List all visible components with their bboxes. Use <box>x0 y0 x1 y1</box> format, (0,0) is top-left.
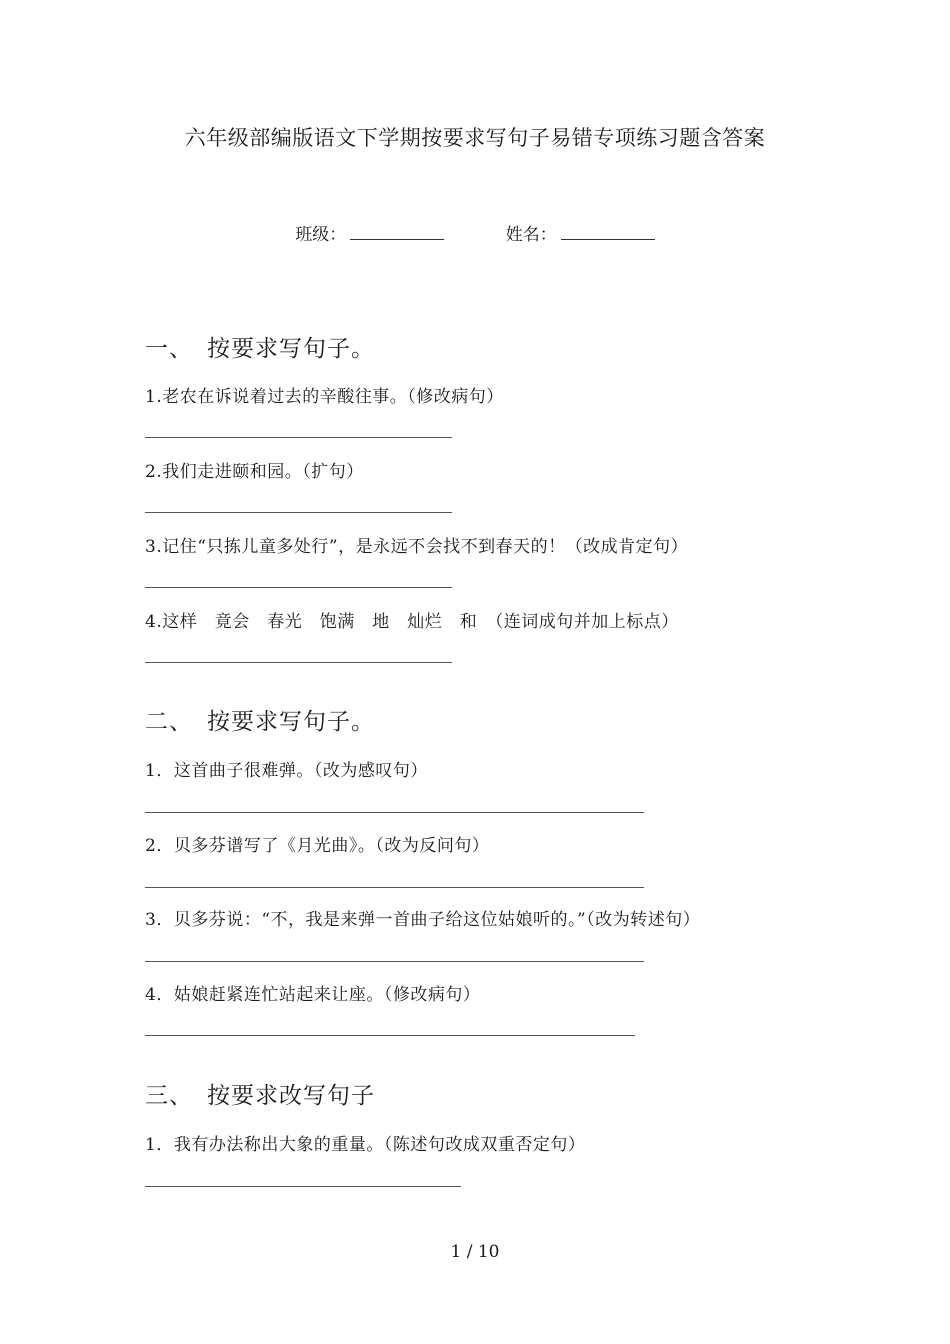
question-2-3: 3．贝多芬说：“不，我是来弹一首曲子给这位姑娘听的。”（改为转述句） <box>145 910 701 930</box>
class-field <box>295 220 444 245</box>
section-number: 三、 <box>145 1083 193 1109</box>
answer-line-2-1[interactable] <box>145 812 644 813</box>
question-2-4: 4．姑娘赶紧连忙站起来让座。（修改病句） <box>145 985 481 1005</box>
answer-line-2-3[interactable] <box>145 961 644 962</box>
answer-line-3-1[interactable] <box>145 1186 461 1187</box>
name-field <box>506 220 655 245</box>
page-number: 1 / 10 <box>450 1242 500 1262</box>
answer-line-1-1[interactable] <box>145 437 452 438</box>
section-1-heading <box>145 330 375 363</box>
section-number: 一、 <box>145 336 193 362</box>
section-3-heading <box>145 1077 375 1110</box>
question-3-1: 1．我有办法称出大象的重量。（陈述句改成双重否定句） <box>145 1135 586 1155</box>
answer-line-2-4[interactable] <box>145 1035 635 1036</box>
question-2-2: 2．贝多芬谱写了《月光曲》。（改为反问句） <box>145 836 490 856</box>
section-title: 按要求写句子。 <box>207 709 375 735</box>
section-title: 按要求写句子。 <box>207 336 375 362</box>
section-title: 按要求改写句子 <box>207 1083 375 1109</box>
section-2-heading <box>145 703 375 736</box>
question-1-3: 3.记住“只拣儿童多处行”，是永远不会找不到春天的！（改成肯定句） <box>145 537 689 557</box>
class-blank[interactable] <box>350 223 444 240</box>
name-blank[interactable] <box>561 223 655 240</box>
answer-line-1-4[interactable] <box>145 662 452 663</box>
page-title: 六年级部编版语文下学期按要求写句子易错专项练习题含答案 <box>184 126 766 150</box>
class-label: 班级： <box>295 225 347 245</box>
question-1-4: 4.这样 竟会 春光 饱满 地 灿烂 和 （连词成句并加上标点） <box>145 612 679 632</box>
answer-line-1-3[interactable] <box>145 587 452 588</box>
section-number: 二、 <box>145 709 193 735</box>
question-1-1: 1.老农在诉说着过去的辛酸往事。（修改病句） <box>145 387 504 407</box>
question-1-2: 2.我们走进颐和园。（扩句） <box>145 462 364 482</box>
answer-line-2-2[interactable] <box>145 887 644 888</box>
name-label: 姓名： <box>505 225 557 245</box>
answer-line-1-2[interactable] <box>145 512 452 513</box>
student-info-row <box>0 220 950 245</box>
question-2-1: 1．这首曲子很难弹。（改为感叹句） <box>145 761 428 781</box>
